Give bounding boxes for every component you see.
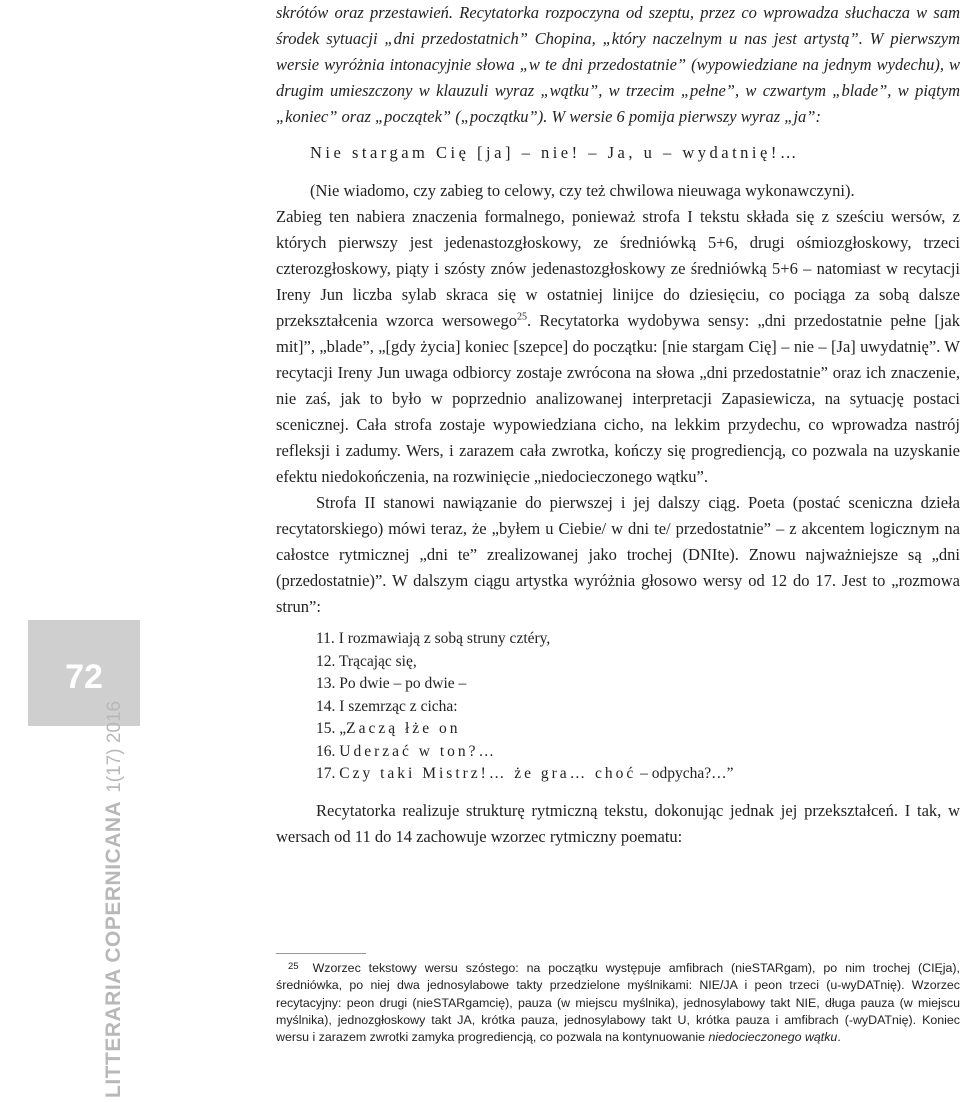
verse-line: [316, 696, 960, 719]
verse-line: [316, 763, 960, 786]
paragraph-intro: skrótów oraz przestawień. Recytatorka rozpoczyna od szeptu, przez co wprowadza słuchacza w sam środek sytuacji „dni przedostatnich” Chopina, „który naczelnym u nas jest artystą”. W pierwszym wersie wyróżnia intonacyjnie słowa „w te dni przedostatnie” (wypowiedziane na jednym wydechu), w drugim umieszczony w klauzuli wyraz „wątku”, w trzecim „pełne”, w czwartym „blade”, w piątym „koniec” oraz „początek” („początku”). W wersie 6 pomija pierwszy wyraz „ja”:: [276, 3, 960, 126]
verse-number: 16.: [316, 742, 336, 760]
verse-list: [316, 628, 960, 786]
journal-title-vertical: [102, 701, 126, 1098]
verse-line: [316, 628, 960, 651]
main-text: [276, 0, 960, 850]
verse-text: I szemrząc z cicha:: [339, 697, 458, 715]
page-number: 72: [65, 658, 103, 696]
verse-line: [316, 718, 960, 741]
verse-line: [316, 741, 960, 764]
verse-text: Po dwie – po dwie –: [339, 675, 467, 692]
verse-line: [316, 673, 960, 696]
paragraph-analysis-part-a: Zabieg ten nabiera znaczenia formalnego, ponieważ strofa I tekstu składa się z sześciu wersów, z których pierwszy jest jedenastozgłoskowy, ze średniówką 5+6, drugi ośmiozgłoskowy, trzeci czterozgłoskowy, piąty i szósty znów jedenastozgłoskowy ze średniówką 5+6 – natomiast w recytacji Ireny Jun liczba sylab skraca się w ostatniej linijce do dziesięciu, co pociąga za sobą dalsze przekształcenia wzorca wersowego: [276, 207, 960, 330]
footnote-text-italic: niedocieczonego wątku: [708, 1030, 838, 1045]
verse-text: I rozmawiają z sobą struny cztéry,: [338, 630, 551, 647]
verse-number: 14.: [316, 697, 336, 715]
verse-number: 13.: [316, 675, 336, 692]
verse-spaced-text: Czy taki Mistrz!… że gra… choć: [339, 765, 637, 782]
footnote-text-b: .: [837, 1030, 841, 1045]
paragraph-note: (Nie wiadomo, czy zabieg to celowy, czy też chwilowa nieuwaga wykonawczyni).: [310, 181, 855, 200]
footnote-mark: 25: [288, 961, 299, 972]
verse-spaced-text: Uderzać w ton?…: [339, 742, 498, 760]
verse-prefix: „: [339, 720, 347, 737]
journal-name: LITTERARIA COPERNICANA: [102, 800, 125, 1098]
verse-number: 12.: [316, 652, 336, 670]
paragraph-strofa-ii: Strofa II stanowi nawiązanie do pierwszej i jej dalszy ciąg. Poeta (postać sceniczna dzieła recytatorskiego) mówi teraz, że „byłem u Ciebie/ w dni te/ przedostatnie” – z akcentem logicznym na całostce rytmicznej „dni te” zrealizowanej jako trochej (DNIte). Znowu najważniejsze są „dni (przedostatnie)”. W dalszym ciągu artystka wyróżnia głosowo wersy od 12 do 17. Jest to „rozmowa strun”:: [276, 493, 960, 616]
verse-suffix: – odpycha?…”: [636, 765, 734, 782]
footnote-reference[interactable]: 25: [516, 311, 527, 323]
verse-number: 15.: [316, 720, 336, 737]
verse-line: [316, 651, 960, 674]
verse-text: Trącając się,: [338, 652, 417, 670]
sidebar: [0, 0, 140, 1102]
footnote-divider: [276, 953, 366, 954]
quoted-verse: Nie stargam Cię [ja] – nie! – Ja, u – wydatnię!…: [310, 143, 800, 162]
journal-issue: 1(17) 2016: [104, 700, 125, 793]
footnote-25: [276, 960, 960, 1046]
verse-number: 11.: [316, 630, 335, 647]
verse-spaced-text: Zaczą łże on: [346, 720, 461, 737]
paragraph-conclusion: Recytatorka realizuje strukturę rytmiczną tekstu, dokonując jednak jej przekształceń. I tak, w wersach od 11 do 14 zachowuje wzorzec rytmiczny poematu:: [276, 800, 960, 846]
footnote-text-a: Wzorzec tekstowy wersu szóstego: na początku występuje amfibrach (nieSTARgam), po nim trochej (CIĘja), średniówka, po niej dwa jednosylabowe takty przedzielone myślnikami: NIE/JA i peon trzeci (u-wyDATnię). Wzorzec recytacyjny: peon drugi (nieSTARgamcię), pauza (w miejscu myślnika), jednosylabowy takt NIE, długa pauza (w miejscu myślnika), jednozgłoskowy takt JA, krótka pauza, jednosylabowy takt U, krótka pauza i amfibrach (-wyDATnię). Koniec wersu i zarazem zwrotki zamyka progrediencją, co pozwala na kontynuowanie: [276, 961, 960, 1045]
paragraph-analysis: [276, 204, 960, 490]
paragraph-analysis-part-b: . Recytatorka wydobywa sensy: „dni przedostatnie pełne [jak mit]”, „blade”, „[gdy życia] koniec [szepce] do początku: [nie stargam Cię] – nie – [Ja] uwydatnię”. W recytacji Ireny Jun uwaga odbiorcy zostaje zwrócona na słowa „dni przedostatnie” oraz ich znaczenie, nie zaś, jak to było w poprzednio analizowanej interpretacji Zapasiewicza, na sytuację postaci scenicznej. Cała strofa zostaje wypowiedziana cicho, na lekkim przydechu, co wprowadza nastrój refleksji i zadumy. Wers, i zarazem cała zwrotka, kończy się progrediencją, co pozwala na uzyskanie efektu niedokończenia, na rozwinięcie „niedocieczonego wątku”.: [276, 311, 960, 486]
verse-number: 17.: [316, 765, 336, 782]
